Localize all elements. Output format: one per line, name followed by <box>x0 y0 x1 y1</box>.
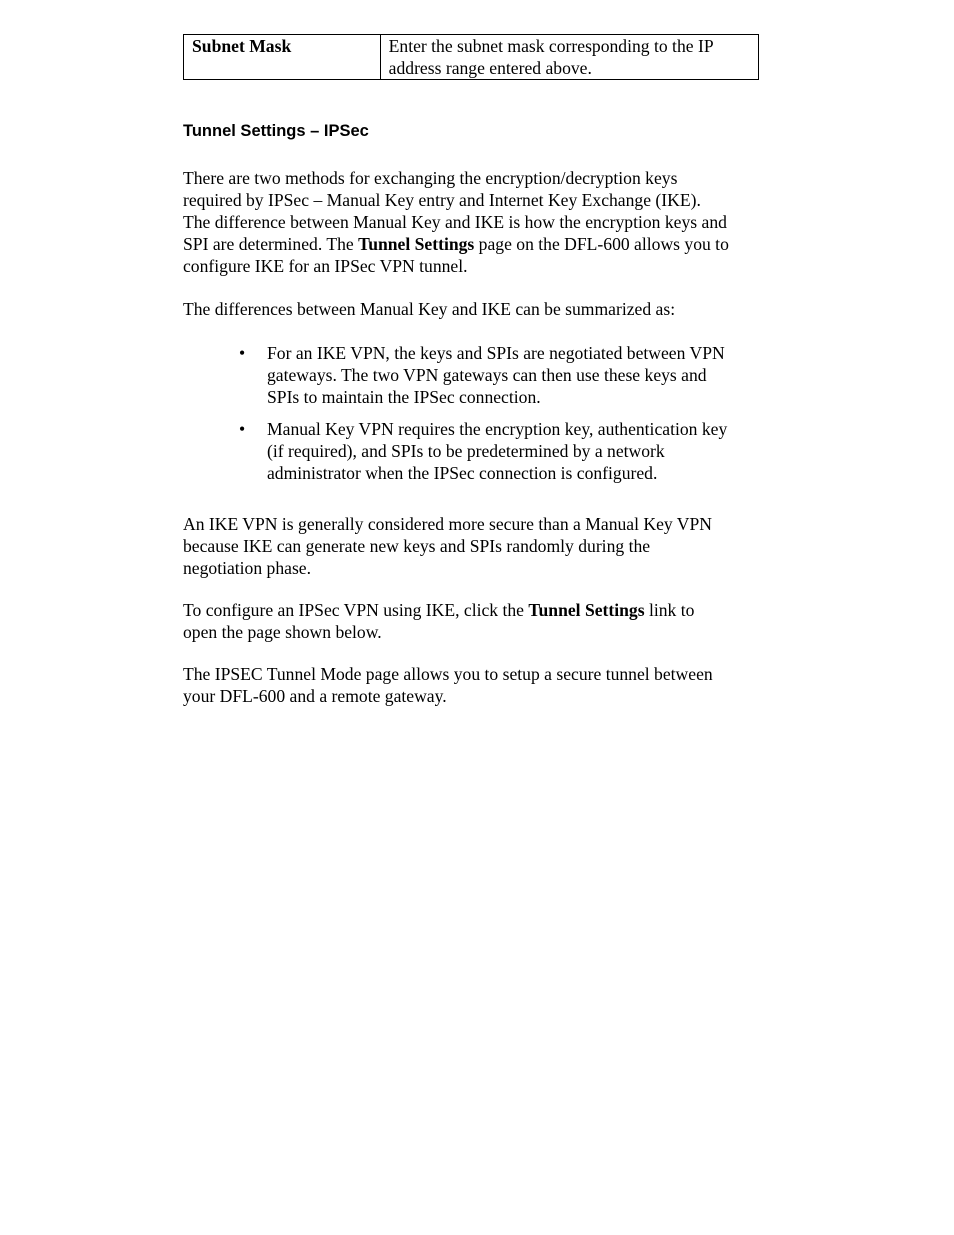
bullet-icon: • <box>239 343 246 363</box>
paragraph-ike-security <box>183 513 773 579</box>
description-line: address range entered above. <box>388 58 592 78</box>
paragraph-tunnel-mode <box>183 663 773 707</box>
bullet-list <box>183 342 773 494</box>
table-term-cell: Subnet Mask <box>184 35 381 80</box>
text-line: open the page shown below. <box>183 622 382 642</box>
text-line: required by IPSec – Manual Key entry and Internet Key Exchange (IKE). <box>183 190 701 210</box>
text-line: link to <box>644 600 695 620</box>
text-line: configure IKE for an IPSec VPN tunnel. <box>183 256 468 276</box>
description-line: Enter the subnet mask corresponding to the IP <box>388 36 714 56</box>
text-line: Manual Key VPN requires the encryption key, authentication key <box>267 419 728 439</box>
text-line: page on the DFL-600 allows you to <box>474 234 729 254</box>
document-page <box>183 34 773 706</box>
text-line: negotiation phase. <box>183 558 312 578</box>
text-line: gateways. The two VPN gateways can then use these keys and <box>267 365 707 385</box>
text-line: SPIs to maintain the IPSec connection. <box>267 387 541 407</box>
text-line: SPI are determined. The <box>183 234 359 254</box>
text-line: An IKE VPN is generally considered more secure than a Manual Key VPN <box>183 514 712 534</box>
text-line: The IPSEC Tunnel Mode page allows you to setup a secure tunnel between <box>183 664 713 684</box>
bullet-icon: • <box>239 419 246 439</box>
list-item <box>183 418 773 484</box>
text-line: because IKE can generate new keys and SPIs randomly during the <box>183 536 651 556</box>
bold-term-tunnel-settings: Tunnel Settings <box>528 600 645 620</box>
table-description-cell <box>380 35 758 80</box>
section-heading: Tunnel Settings – IPSec <box>183 122 369 140</box>
text-line: The difference between Manual Key and IKE is how the encryption keys and <box>183 212 727 232</box>
bold-term-tunnel-settings: Tunnel Settings <box>358 234 475 254</box>
text-line: There are two methods for exchanging the encryption/decryption keys <box>183 168 678 188</box>
text-line: your DFL-600 and a remote gateway. <box>183 686 447 706</box>
text-line: For an IKE VPN, the keys and SPIs are negotiated between VPN <box>267 343 725 363</box>
table-row <box>184 35 759 80</box>
list-item <box>183 342 773 408</box>
text-line: administrator when the IPSec connection is configured. <box>267 463 658 483</box>
paragraph-differences-intro: The differences between Manual Key and IKE can be summarized as: <box>183 299 676 319</box>
text-line: (if required), and SPIs to be predetermined by a network <box>267 441 665 461</box>
text-line: To configure an IPSec VPN using IKE, click the <box>183 600 529 620</box>
paragraph-key-methods <box>183 167 773 277</box>
definition-table <box>183 34 759 80</box>
paragraph-configure-ike <box>183 599 773 643</box>
